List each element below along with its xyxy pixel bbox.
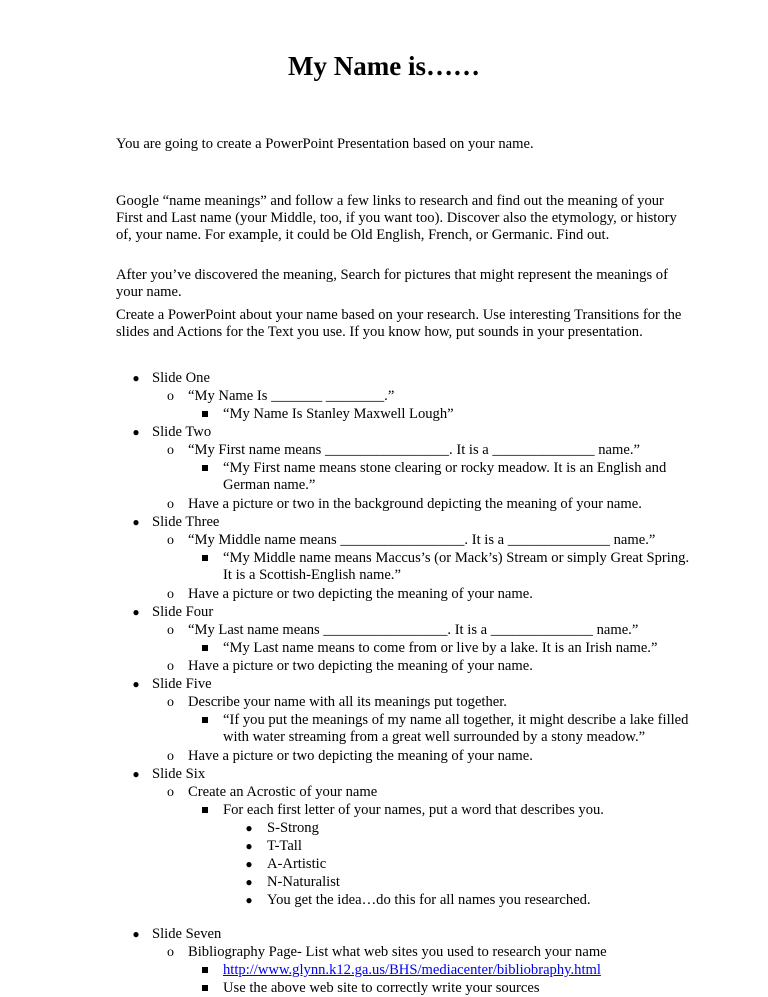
bullet-circle-icon: o [167,945,174,960]
bullet-dot-icon: ● [132,515,140,529]
bullet-square-icon [202,465,208,471]
outline-item-text: Slide Four [152,604,214,620]
bullet-circle-icon: o [167,785,174,800]
outline-item-text: “My Name Is _______ ________.” [188,388,395,404]
research-paragraph: Google “name meanings” and follow a few links to research and find out the meaning of your First and Last name (your Middle, too, if you want too). Discover also the etymology, or history of, your name. For example, it could be Old English, French, or Germanic. Find out. [116,193,677,243]
bullet-dot-icon: ● [132,425,140,439]
outline-item-text: Describe your name with all its meanings put together. [188,694,507,710]
bullet-square-icon [202,985,208,991]
bullet-dot-icon: ● [245,821,253,835]
bullet-square-icon [202,555,208,561]
bullet-dot-icon: ● [245,893,253,907]
outline-item-text: “My First name means _________________. It is a ______________ name.” [188,442,640,458]
outline-item-text: Bibliography Page- List what web sites you used to research your name [188,944,607,960]
bullet-dot-icon: ● [245,875,253,889]
bullet-circle-icon: o [167,695,174,710]
outline-item-text: S-Strong [267,820,319,836]
outline-item-text: “My First name means stone clearing or rocky meadow. It is an English and German name.” [223,460,667,493]
bullet-square-icon [202,807,208,813]
outline-item-text: N-Naturalist [267,874,340,890]
outline-item-text: Slide Three [152,514,220,530]
outline-item-text: Slide Five [152,676,212,692]
bullet-dot-icon: ● [132,927,140,941]
outline-item-text: Slide Seven [152,926,222,942]
bullet-circle-icon: o [167,587,174,602]
outline-item-text: “My Last name means _________________. It is a ______________ name.” [188,622,639,638]
outline-item-text: Have a picture or two depicting the meaning of your name. [188,658,533,674]
outline-item-text: A-Artistic [267,856,327,872]
page-title: My Name is…… [288,51,480,81]
bullet-dot-icon: ● [132,371,140,385]
powerpoint-paragraph: Create a PowerPoint about your name based on your research. Use interesting Transitions for the slides and Actions for the Text you use. If you know how, put sounds in your presentation. [116,307,682,340]
bullet-dot-icon: ● [132,767,140,781]
outline-item-text: Have a picture or two depicting the meaning of your name. [188,586,533,602]
source-link[interactable]: http://www.glynn.k12.ga.us/BHS/mediacenter/bibliobraphy.html [223,962,601,978]
bullet-circle-icon: o [167,749,174,764]
outline-item-text: “My Middle name means Maccus’s (or Mack’s) Stream or simply Great Spring. It is a Scottish-English name.” [223,550,690,583]
intro-paragraph: You are going to create a PowerPoint Presentation based on your name. [116,136,534,152]
bullet-circle-icon: o [167,623,174,638]
outline-item-text: Slide Six [152,766,206,782]
pictures-paragraph: After you’ve discovered the meaning, Search for pictures that might represent the meanings of your name. [116,267,668,300]
bullet-square-icon [202,411,208,417]
outline-item-text: T-Tall [267,838,302,854]
outline-item-text: Have a picture or two in the background depicting the meaning of your name. [188,496,642,512]
bullet-circle-icon: o [167,443,174,458]
outline-item-text: “My Name Is Stanley Maxwell Lough” [223,406,454,422]
bullet-square-icon [202,645,208,651]
bullet-circle-icon: o [167,497,174,512]
outline-item-text: Slide Two [152,424,212,440]
bullet-circle-icon: o [167,659,174,674]
outline-item-text: “My Last name means to come from or live by a lake. It is an Irish name.” [223,640,658,656]
outline-item-text: Create an Acrostic of your name [188,784,378,800]
bullet-circle-icon: o [167,533,174,548]
outline-item-text: “My Middle name means _________________. It is a ______________ name.” [188,532,656,548]
outline-item-text: Have a picture or two depicting the meaning of your name. [188,748,533,764]
bullet-dot-icon: ● [132,677,140,691]
bullet-square-icon [202,967,208,973]
outline-item-text: For each first letter of your names, put a word that describes you. [223,802,604,818]
bullet-circle-icon: o [167,389,174,404]
bullet-dot-icon: ● [245,857,253,871]
outline-item-text: Use the above web site to correctly write your sources [223,980,540,996]
bullet-dot-icon: ● [245,839,253,853]
outline-item-text: Slide One [152,370,210,386]
bullet-square-icon [202,717,208,723]
bullet-dot-icon: ● [132,605,140,619]
outline-item-text: You get the idea…do this for all names you researched. [267,892,591,908]
outline-item-text: “If you put the meanings of my name all together, it might describe a lake filled with water streaming from a great well surrounded by a stony meadow.” [223,712,689,745]
